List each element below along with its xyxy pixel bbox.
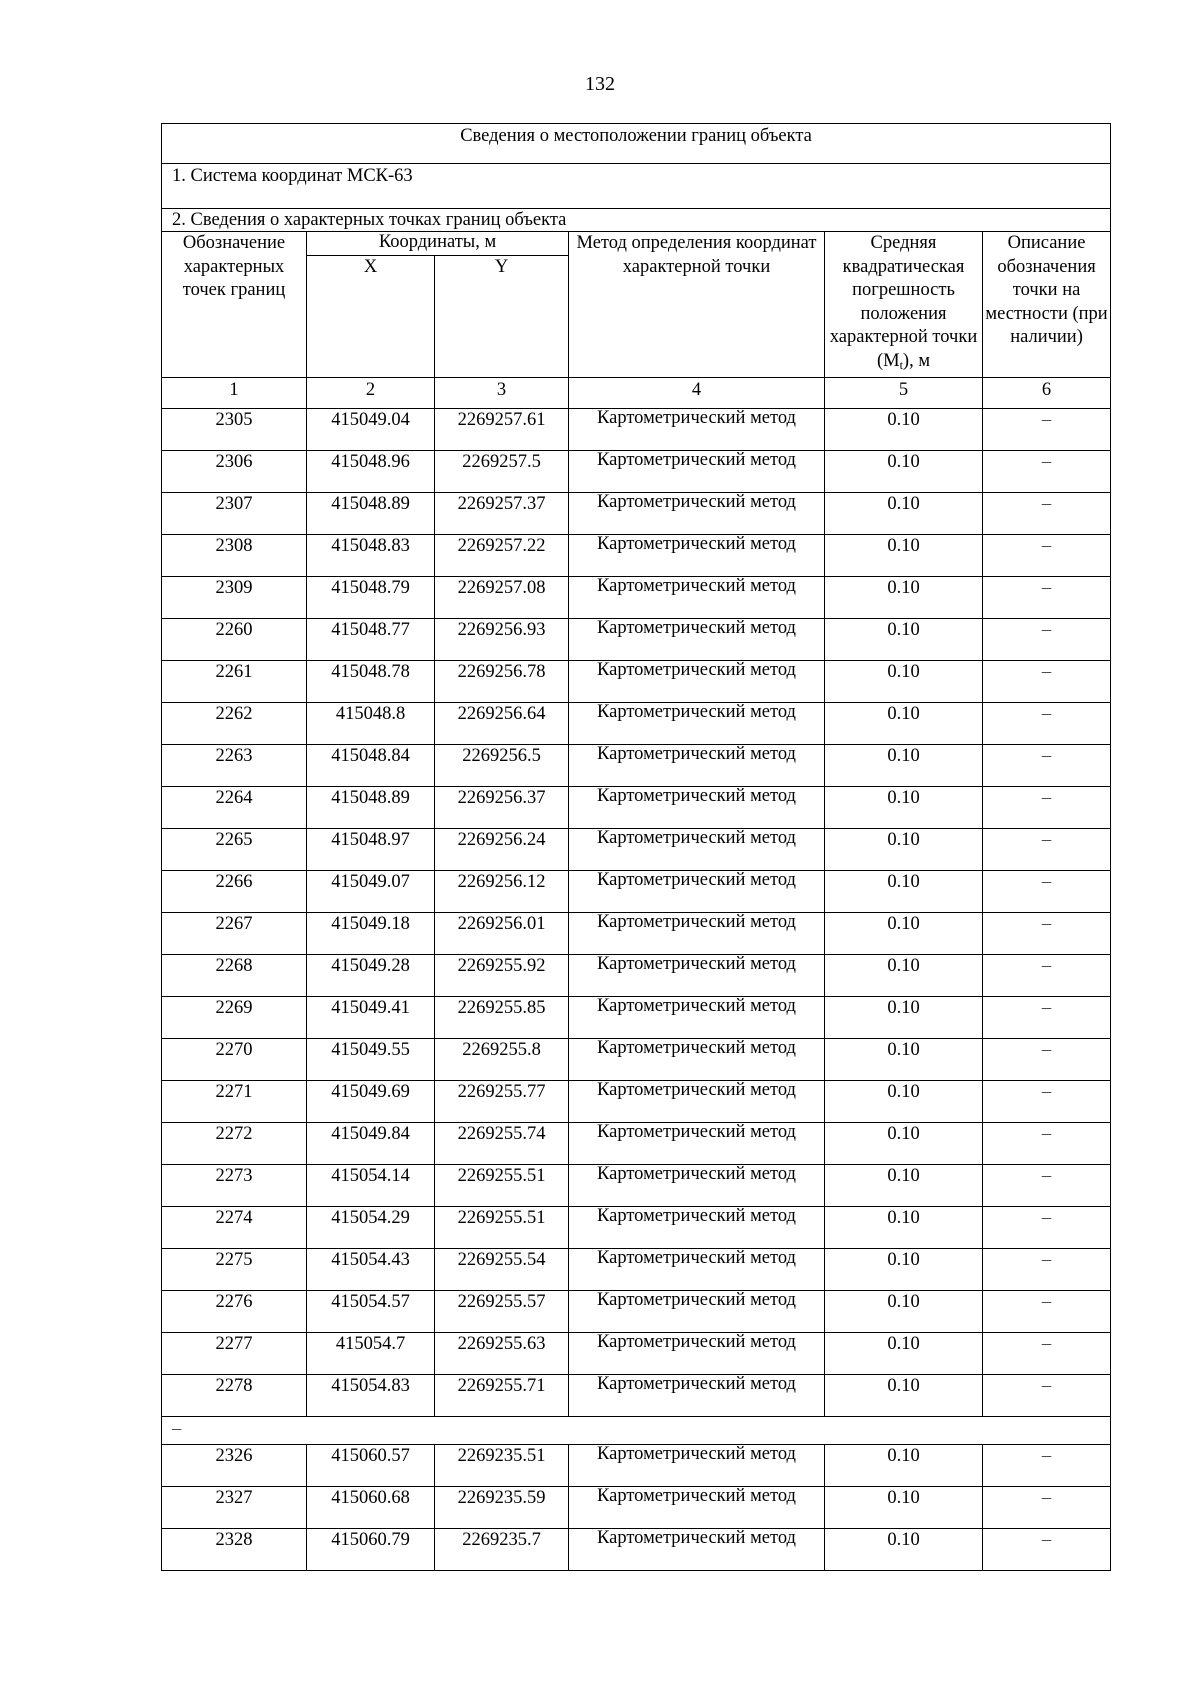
point-id: 2308 <box>162 535 307 577</box>
description-cell: – <box>983 1487 1111 1529</box>
point-id: 2272 <box>162 1123 307 1165</box>
error-cell: 0.10 <box>825 535 983 577</box>
point-id: 2274 <box>162 1207 307 1249</box>
coordinate-x: 415048.89 <box>307 493 435 535</box>
description-cell: – <box>983 1445 1111 1487</box>
description-cell: – <box>983 871 1111 913</box>
table-row <box>162 409 1111 451</box>
header-method: Метод определения координат характерной точки <box>569 232 825 378</box>
point-id: 2261 <box>162 661 307 703</box>
coordinate-x: 415048.96 <box>307 451 435 493</box>
points-section-title: 2. Сведения о характерных точках границ объекта <box>162 209 1111 232</box>
description-cell: – <box>983 703 1111 745</box>
coordinate-x: 415049.55 <box>307 1039 435 1081</box>
table-title: Сведения о местоположении границ объекта <box>162 124 1111 164</box>
error-cell: 0.10 <box>825 493 983 535</box>
header-y: Y <box>435 255 569 377</box>
error-cell: 0.10 <box>825 997 983 1039</box>
method-cell: Картометрический метод <box>569 451 825 493</box>
coordinate-x: 415048.8 <box>307 703 435 745</box>
coordinate-x: 415049.69 <box>307 1081 435 1123</box>
separator-dash: – <box>162 1417 1111 1445</box>
description-cell: – <box>983 913 1111 955</box>
header-designation: Обозначение характерных точек границ <box>162 232 307 378</box>
description-cell: – <box>983 1249 1111 1291</box>
table-row <box>162 787 1111 829</box>
coordinate-y: 2269257.22 <box>435 535 569 577</box>
coordinate-x: 415048.84 <box>307 745 435 787</box>
point-id: 2269 <box>162 997 307 1039</box>
coordinate-y: 2269256.64 <box>435 703 569 745</box>
coordinate-x: 415054.14 <box>307 1165 435 1207</box>
column-numbers-row <box>162 378 1111 409</box>
coordinate-x: 415060.57 <box>307 1445 435 1487</box>
point-id: 2327 <box>162 1487 307 1529</box>
header-error-subscript: t <box>899 357 903 372</box>
description-cell: – <box>983 955 1111 997</box>
method-cell: Картометрический метод <box>569 535 825 577</box>
column-number: 6 <box>983 378 1111 409</box>
error-cell: 0.10 <box>825 913 983 955</box>
point-id: 2309 <box>162 577 307 619</box>
method-cell: Картометрический метод <box>569 1123 825 1165</box>
table-row <box>162 1291 1111 1333</box>
method-cell: Картометрический метод <box>569 661 825 703</box>
coordinate-x: 415048.89 <box>307 787 435 829</box>
description-cell: – <box>983 1123 1111 1165</box>
description-cell: – <box>983 661 1111 703</box>
error-cell: 0.10 <box>825 1123 983 1165</box>
error-cell: 0.10 <box>825 661 983 703</box>
description-cell: – <box>983 1207 1111 1249</box>
error-cell: 0.10 <box>825 1165 983 1207</box>
coordinate-y: 2269257.5 <box>435 451 569 493</box>
point-id: 2278 <box>162 1375 307 1417</box>
coordinate-y: 2269256.37 <box>435 787 569 829</box>
error-cell: 0.10 <box>825 829 983 871</box>
table-row <box>162 913 1111 955</box>
error-cell: 0.10 <box>825 745 983 787</box>
table-row <box>162 619 1111 661</box>
description-cell: – <box>983 829 1111 871</box>
coordinate-y: 2269256.78 <box>435 661 569 703</box>
description-cell: – <box>983 1165 1111 1207</box>
description-cell: – <box>983 1039 1111 1081</box>
method-cell: Картометрический метод <box>569 1081 825 1123</box>
description-cell: – <box>983 997 1111 1039</box>
coordinate-y: 2269257.08 <box>435 577 569 619</box>
page-number: 132 <box>585 73 615 95</box>
method-cell: Картометрический метод <box>569 1333 825 1375</box>
table-row <box>162 1207 1111 1249</box>
point-id: 2271 <box>162 1081 307 1123</box>
coordinate-y: 2269255.54 <box>435 1249 569 1291</box>
coordinate-y: 2269257.61 <box>435 409 569 451</box>
point-id: 2328 <box>162 1529 307 1571</box>
description-cell: – <box>983 1081 1111 1123</box>
coordinate-x: 415048.83 <box>307 535 435 577</box>
point-id: 2305 <box>162 409 307 451</box>
error-cell: 0.10 <box>825 871 983 913</box>
method-cell: Картометрический метод <box>569 955 825 997</box>
method-cell: Картометрический метод <box>569 1207 825 1249</box>
method-cell: Картометрический метод <box>569 703 825 745</box>
table-row <box>162 535 1111 577</box>
table-row <box>162 1487 1111 1529</box>
point-id: 2326 <box>162 1445 307 1487</box>
table-row <box>162 745 1111 787</box>
table-row <box>162 1249 1111 1291</box>
method-cell: Картометрический метод <box>569 871 825 913</box>
coordinate-y: 2269256.12 <box>435 871 569 913</box>
coordinate-x: 415054.83 <box>307 1375 435 1417</box>
table-row <box>162 1529 1111 1571</box>
point-id: 2266 <box>162 871 307 913</box>
error-cell: 0.10 <box>825 955 983 997</box>
coordinate-x: 415060.68 <box>307 1487 435 1529</box>
point-id: 2275 <box>162 1249 307 1291</box>
coordinate-y: 2269235.59 <box>435 1487 569 1529</box>
coordinate-x: 415049.04 <box>307 409 435 451</box>
point-id: 2276 <box>162 1291 307 1333</box>
point-id: 2277 <box>162 1333 307 1375</box>
description-cell: – <box>983 577 1111 619</box>
separator-row <box>162 1417 1111 1445</box>
table-row <box>162 1039 1111 1081</box>
coordinate-x: 415060.79 <box>307 1529 435 1571</box>
description-cell: – <box>983 1291 1111 1333</box>
table-row <box>162 451 1111 493</box>
table-row <box>162 1375 1111 1417</box>
table-row <box>162 1123 1111 1165</box>
point-id: 2260 <box>162 619 307 661</box>
table-row <box>162 955 1111 997</box>
point-id: 2306 <box>162 451 307 493</box>
table-row <box>162 997 1111 1039</box>
table-row <box>162 829 1111 871</box>
column-number: 3 <box>435 378 569 409</box>
coordinate-y: 2269256.24 <box>435 829 569 871</box>
method-cell: Картометрический метод <box>569 997 825 1039</box>
error-cell: 0.10 <box>825 1529 983 1571</box>
point-id: 2264 <box>162 787 307 829</box>
error-cell: 0.10 <box>825 1291 983 1333</box>
coordinate-x: 415049.18 <box>307 913 435 955</box>
error-cell: 0.10 <box>825 577 983 619</box>
table-row <box>162 1445 1111 1487</box>
point-id: 2265 <box>162 829 307 871</box>
coordinate-x: 415048.79 <box>307 577 435 619</box>
method-cell: Картометрический метод <box>569 1529 825 1571</box>
description-cell: – <box>983 1529 1111 1571</box>
method-cell: Картометрический метод <box>569 1487 825 1529</box>
header-coordinates: Координаты, м <box>307 232 569 256</box>
error-cell: 0.10 <box>825 1039 983 1081</box>
boundary-points-table <box>161 123 1111 1571</box>
header-error-unit: ), м <box>902 350 931 371</box>
coordinate-y: 2269255.51 <box>435 1165 569 1207</box>
header-error-text: Средняя квадратическая погрешность положения характерной точки (M <box>829 233 978 371</box>
table-row <box>162 1081 1111 1123</box>
error-cell: 0.10 <box>825 787 983 829</box>
coordinate-system: 1. Система координат МСК-63 <box>162 164 1111 209</box>
point-id: 2307 <box>162 493 307 535</box>
description-cell: – <box>983 451 1111 493</box>
method-cell: Картометрический метод <box>569 1445 825 1487</box>
error-cell: 0.10 <box>825 451 983 493</box>
coordinate-x: 415048.77 <box>307 619 435 661</box>
description-cell: – <box>983 535 1111 577</box>
error-cell: 0.10 <box>825 409 983 451</box>
coordinate-x: 415049.07 <box>307 871 435 913</box>
coordinate-y: 2269255.77 <box>435 1081 569 1123</box>
error-cell: 0.10 <box>825 1445 983 1487</box>
header-description: Описание обозначения точки на местности (при наличии) <box>983 232 1111 378</box>
table-row <box>162 577 1111 619</box>
coordinate-x: 415054.43 <box>307 1249 435 1291</box>
coordinate-y: 2269255.92 <box>435 955 569 997</box>
coordinate-y: 2269235.7 <box>435 1529 569 1571</box>
column-number: 2 <box>307 378 435 409</box>
coordinate-x: 415048.78 <box>307 661 435 703</box>
header-x: X <box>307 255 435 377</box>
method-cell: Картометрический метод <box>569 1165 825 1207</box>
method-cell: Картометрический метод <box>569 493 825 535</box>
method-cell: Картометрический метод <box>569 1249 825 1291</box>
coordinate-y: 2269255.57 <box>435 1291 569 1333</box>
method-cell: Картометрический метод <box>569 577 825 619</box>
table-row <box>162 493 1111 535</box>
coordinate-x: 415048.97 <box>307 829 435 871</box>
description-cell: – <box>983 409 1111 451</box>
description-cell: – <box>983 493 1111 535</box>
method-cell: Картометрический метод <box>569 745 825 787</box>
table-row <box>162 661 1111 703</box>
method-cell: Картометрический метод <box>569 787 825 829</box>
column-number: 5 <box>825 378 983 409</box>
coordinate-y: 2269235.51 <box>435 1445 569 1487</box>
coordinate-y: 2269256.93 <box>435 619 569 661</box>
method-cell: Картометрический метод <box>569 829 825 871</box>
method-cell: Картометрический метод <box>569 1375 825 1417</box>
method-cell: Картометрический метод <box>569 1291 825 1333</box>
point-id: 2273 <box>162 1165 307 1207</box>
coordinate-y: 2269255.63 <box>435 1333 569 1375</box>
coordinate-y: 2269255.74 <box>435 1123 569 1165</box>
table-row <box>162 1165 1111 1207</box>
point-id: 2270 <box>162 1039 307 1081</box>
description-cell: – <box>983 619 1111 661</box>
coordinate-x: 415049.84 <box>307 1123 435 1165</box>
coordinate-y: 2269255.85 <box>435 997 569 1039</box>
error-cell: 0.10 <box>825 619 983 661</box>
column-number: 4 <box>569 378 825 409</box>
point-id: 2268 <box>162 955 307 997</box>
description-cell: – <box>983 787 1111 829</box>
method-cell: Картометрический метод <box>569 619 825 661</box>
coordinate-x: 415049.41 <box>307 997 435 1039</box>
error-cell: 0.10 <box>825 1487 983 1529</box>
coordinate-x: 415054.29 <box>307 1207 435 1249</box>
coordinate-y: 2269255.8 <box>435 1039 569 1081</box>
table-row <box>162 1333 1111 1375</box>
point-id: 2267 <box>162 913 307 955</box>
coordinate-y: 2269257.37 <box>435 493 569 535</box>
error-cell: 0.10 <box>825 1081 983 1123</box>
error-cell: 0.10 <box>825 1249 983 1291</box>
coordinate-y: 2269256.5 <box>435 745 569 787</box>
table-row <box>162 871 1111 913</box>
error-cell: 0.10 <box>825 1375 983 1417</box>
description-cell: – <box>983 1333 1111 1375</box>
error-cell: 0.10 <box>825 1333 983 1375</box>
error-cell: 0.10 <box>825 703 983 745</box>
coordinate-x: 415054.7 <box>307 1333 435 1375</box>
point-id: 2263 <box>162 745 307 787</box>
method-cell: Картометрический метод <box>569 1039 825 1081</box>
column-number: 1 <box>162 378 307 409</box>
description-cell: – <box>983 1375 1111 1417</box>
coordinate-x: 415054.57 <box>307 1291 435 1333</box>
description-cell: – <box>983 745 1111 787</box>
coordinate-y: 2269255.51 <box>435 1207 569 1249</box>
coordinate-x: 415049.28 <box>307 955 435 997</box>
table-row <box>162 703 1111 745</box>
point-id: 2262 <box>162 703 307 745</box>
header-error <box>825 232 983 378</box>
error-cell: 0.10 <box>825 1207 983 1249</box>
method-cell: Картометрический метод <box>569 913 825 955</box>
coordinate-y: 2269256.01 <box>435 913 569 955</box>
method-cell: Картометрический метод <box>569 409 825 451</box>
coordinate-y: 2269255.71 <box>435 1375 569 1417</box>
